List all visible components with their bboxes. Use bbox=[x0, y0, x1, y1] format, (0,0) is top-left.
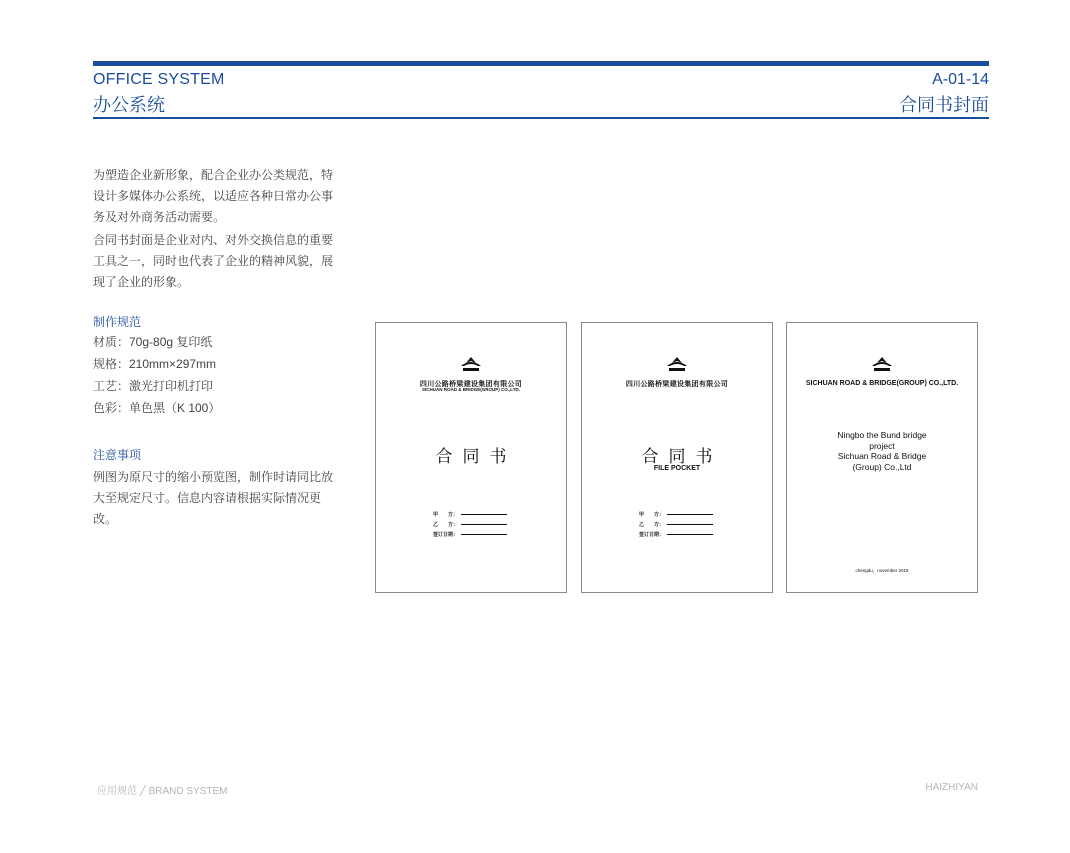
field-party-b: 乙 方： bbox=[433, 521, 507, 528]
footer-left: 应用规范 ╱ BRAND SYSTEM bbox=[97, 786, 228, 797]
field-sign-date: 签订日期： bbox=[639, 531, 713, 538]
project-text: Ningbo the Bund bridge project Sichuan Road & Bridge (Group) Co.,Ltd bbox=[837, 430, 927, 472]
section-title-cn: 办公系统 bbox=[93, 95, 165, 115]
company-name-en: SICHUAN ROAD & BRIDGE(GROUP) CO.,LTD. bbox=[805, 380, 959, 387]
header-divider bbox=[93, 117, 989, 119]
field-party-a: 甲 方： bbox=[639, 511, 713, 518]
notes-title: 注意事项 bbox=[93, 448, 142, 462]
notes-text: 例图为原尺寸的缩小预览图，制作时请同比放大至规定尺寸。信息内容请根据实际情况更改。 bbox=[93, 470, 334, 526]
contract-cover-2 bbox=[581, 322, 773, 593]
company-name-cn: 四川公路桥梁建设集团有限公司 bbox=[419, 381, 523, 388]
company-logo-icon bbox=[460, 356, 482, 372]
company-logo-icon bbox=[666, 356, 688, 372]
spec-material: 材质：70g-80g 复印纸 bbox=[93, 335, 213, 349]
spec-color: 色彩：单色黑（K 100） bbox=[93, 401, 221, 415]
intro-paragraph-2: 合同书封面是企业对内、对外交换信息的重要工具之一，同时也代表了企业的精神风貌，展现了企业的形象。 bbox=[93, 233, 334, 289]
page-code: A-01-14 bbox=[932, 71, 989, 88]
intro-paragraph-1: 为塑造企业新形象，配合企业办公类规范，特设计多媒体办公系统，以适应各种日常办公事务及对外商务活动需要。 bbox=[93, 168, 334, 224]
section-title-en: OFFICE SYSTEM bbox=[93, 71, 225, 88]
production-spec-title: 制作规范 bbox=[93, 315, 142, 329]
place-date: chengdu，november 2018 bbox=[855, 568, 909, 573]
header-top-bar bbox=[93, 61, 989, 66]
contract-cover-3 bbox=[786, 322, 978, 593]
page-title: 合同书封面 bbox=[899, 95, 989, 115]
contract-cover-1 bbox=[375, 322, 567, 593]
spec-process: 工艺：激光打印机打印 bbox=[93, 379, 214, 393]
company-name-en: SICHUAN ROAD & BRIDGE(GROUP) CO.,LTD. bbox=[422, 387, 520, 392]
intro-text bbox=[93, 165, 333, 295]
doc-subtitle: FILE POCKET bbox=[653, 465, 701, 472]
footer-right: HAIZHIYAN bbox=[925, 782, 978, 793]
field-party-a: 甲 方： bbox=[433, 511, 507, 518]
field-sign-date: 签订日期： bbox=[433, 531, 507, 538]
company-name-cn: 四川公路桥梁建设集团有限公司 bbox=[625, 381, 729, 388]
company-logo-icon bbox=[871, 356, 893, 372]
doc-title: 合同书 bbox=[641, 447, 723, 466]
doc-title: 合同书 bbox=[435, 447, 517, 466]
field-party-b: 乙 方： bbox=[639, 521, 713, 528]
spec-size: 规格：210mm×297mm bbox=[93, 357, 217, 371]
